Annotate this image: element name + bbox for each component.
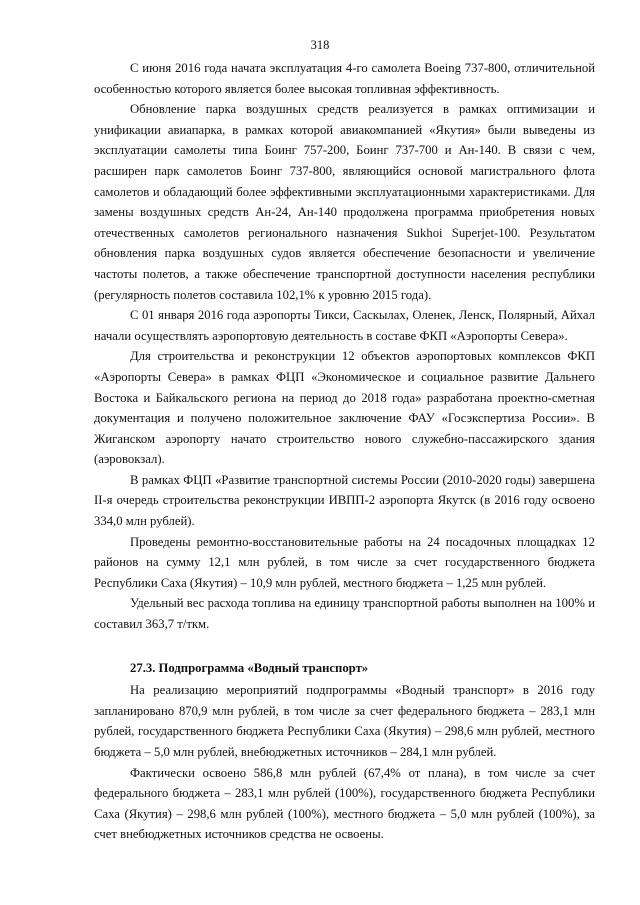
document-body <box>94 58 595 845</box>
paragraph-airport-construction: Для строительства и реконструкции 12 объектов аэропортовых комплексов ФКП «Аэропорты Севера» в рамках ФЦП «Экономическое и социальное развитие Дальнего Востока и Байкальского региона на период до 2018 года» разработана проектно-сметная документация и получено положительное заключение ФАУ «Госэкспертиза России». В Жиганском аэропорту начато строительство нового служебно-пассажирского здания (аэровокзал). <box>94 349 595 467</box>
paragraph-water-transport-actual: Фактически освоено 586,8 млн рублей (67,4% от плана), в том числе за счет федерального бюджета – 283,1 млн рублей (100%), государственного бюджета Республики Саха (Якутия) – 298,6 млн рублей (100%), местного бюджета – 5,0 млн рублей (100%), за счет внебюджетных источников средства не освоены. <box>94 765 595 842</box>
paragraph-water-transport-plan: На реализацию мероприятий подпрограммы «Водный транспорт» в 2016 году запланировано 870,9 млн рублей, в том числе за счет федерального бюджета – 283,1 млн рублей, государственного бюджета Республики Саха (Якутия) – 298,6 млн рублей, местного бюджета – 5,0 млн рублей, внебюджетных источников – 284,1 млн рублей. <box>94 683 595 759</box>
page-number: 318 <box>310 38 330 52</box>
paragraph-boeing-operation: С июня 2016 года начата эксплуатация 4-го самолета Boeing 737-800, отличительной особенностью которого является более высокая топливная эффективность. <box>94 61 595 96</box>
paragraph-runway-reconstruction: В рамках ФЦП «Развитие транспортной системы России (2010-2020 годы) завершена II-я очередь строительства реконструкции ИВПП-2 аэропорта Якутск (в 2016 году освоено 334,0 млн рублей). <box>94 472 595 529</box>
paragraph-fleet-renewal: Обновление парка воздушных средств реализуется в рамках оптимизации и унификации авиапарка, в рамках которой авиакомпанией «Якутия» были выведены из эксплуатации самолеты типа Боинг 757-200, Боинг 737-700 и Ан-140. В связи с чем, расширен парк самолетов Боинг 737-800, являющийся основой магистрального флота самолетов и обладающий более эффективными эксплуатационными характеристиками. Для замены воздушных средств Ан-24, Ан-140 продолжена программа приобретения новых отечественных самолетов регионального назначения Sukhoi Superjet-100. Результатом обновления парка воздушных судов является обеспечение безопасности и увеличение частоты полетов, а также обеспечение транспортной доступности населения республики (регулярность полетов составила 102,1% к уровню 2015 года). <box>94 102 595 302</box>
paragraph-fuel-consumption: Удельный вес расхода топлива на единицу транспортной работы выполнен на 100% и составил 363,7 т/ткм. <box>94 596 595 632</box>
paragraph-landing-sites-repair: Проведены ремонтно-восстановительные работы на 24 посадочных площадках 12 районов на сумму 12,1 млн рублей, в том числе за счет государственного бюджета Республики Саха (Якутия) – 10,9 млн рублей, местного бюджета – 1,25 млн рублей. <box>94 534 595 590</box>
section-heading: 27.3. Подпрограмма «Водный транспорт» <box>130 660 369 675</box>
paragraph-airports-north: С 01 января 2016 года аэропорты Тикси, Саскылах, Оленек, Ленск, Полярный, Айхал начали осуществлять аэропортовую деятельность в составе ФКП «Аэропорты Севера». <box>94 308 595 343</box>
